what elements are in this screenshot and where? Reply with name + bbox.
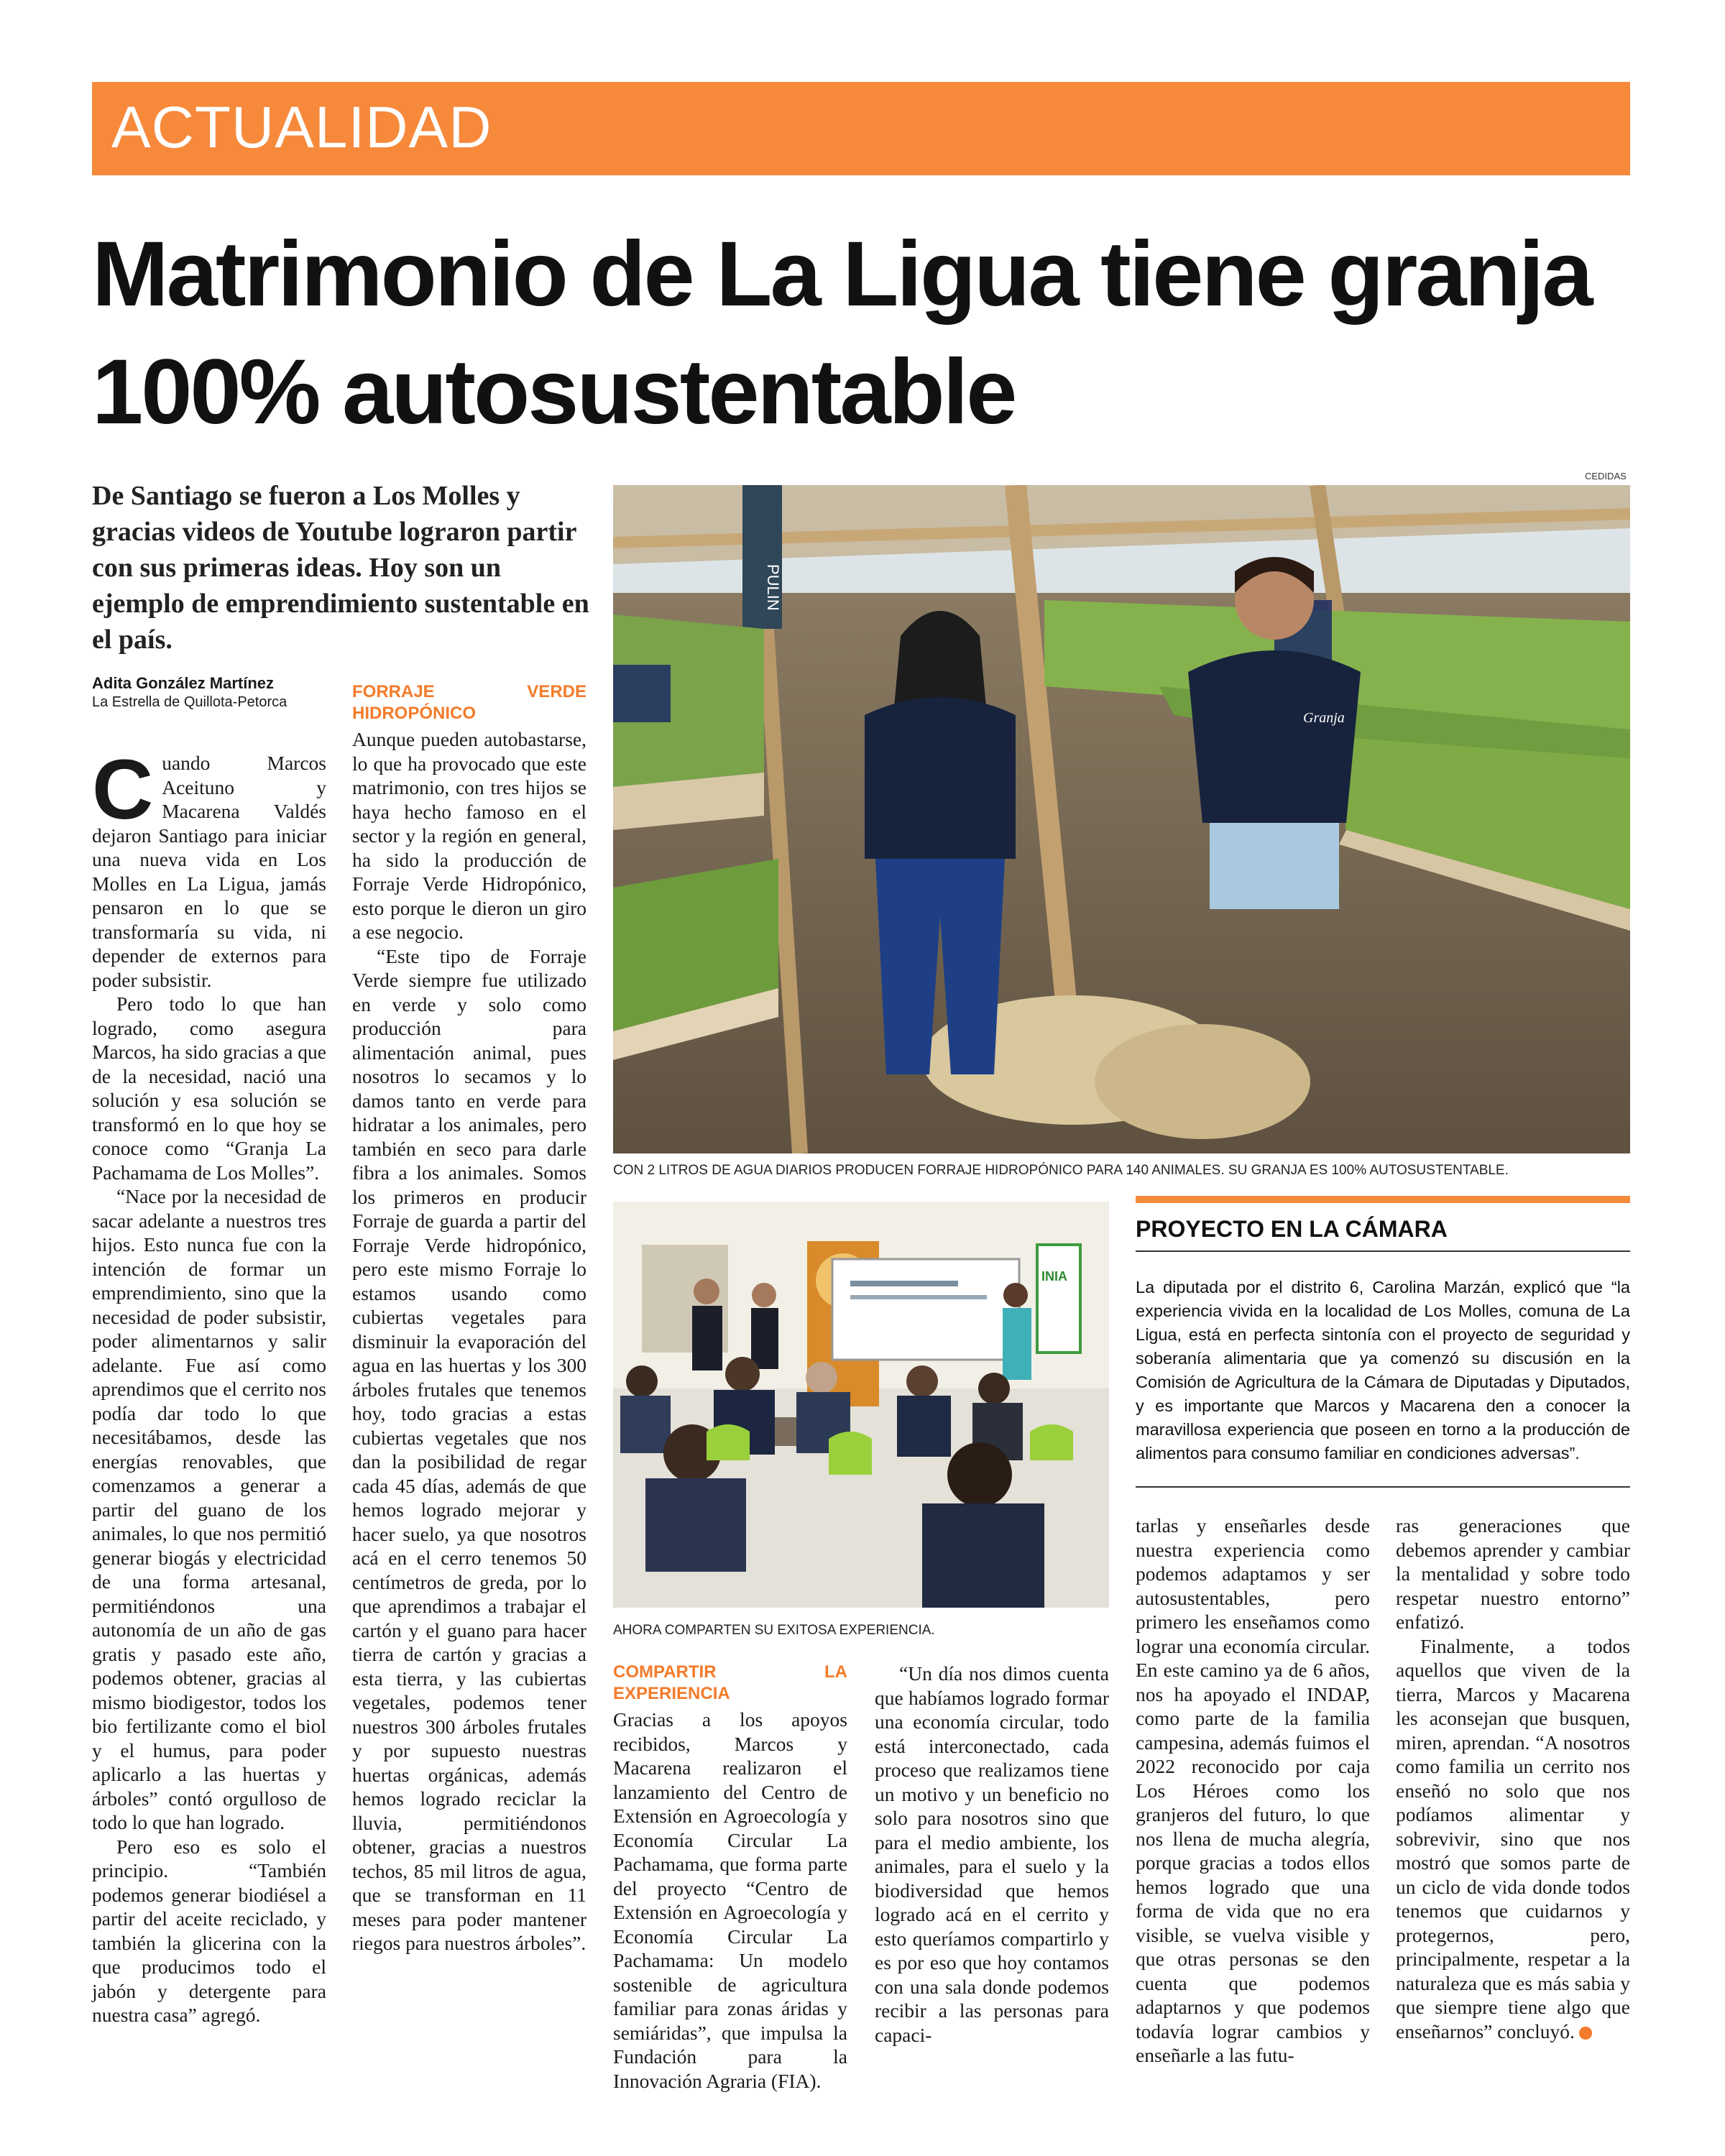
- main-photo: [613, 485, 1630, 1153]
- paragraph: [92, 742, 326, 992]
- paragraph: [1396, 1634, 1630, 2044]
- body-column-1: [92, 742, 326, 2027]
- paragraph: Aunque pueden autobastarse, lo que ha provocado que este matrimonio, con tres hijos se haya hecho famoso en el sector y la región en general, ha sido la producción de Forraje Verde Hidropónico, esto porque le dieron un giro a ese negocio.: [352, 728, 586, 943]
- body-column-5: [1136, 1514, 1370, 2068]
- sidebar-top-rule: [1136, 1196, 1630, 1203]
- deck: De Santiago se fueron a Los Molles y gracias videos de Youtube lograron partir con sus primeras ideas. Hoy son un ejemplo de emprendimiento sustentable en el país.: [92, 481, 589, 655]
- subhead-forraje: FORRAJE VERDE HIDROPÓNICO: [352, 682, 586, 723]
- paragraph: ras generaciones que debemos aprender y cambiar la mentalidad y sobre todo respetar nuestro entorno” enfatizó.: [1396, 1514, 1630, 1633]
- second-photo: [613, 1202, 1109, 1608]
- banner-text: PULIN: [764, 564, 782, 611]
- paragraph: tarlas y enseñarles desde nuestra experiencia como podemos adaptamos y ser autosustentables, pero primero les enseñamos como lograr una economía circular. En este camino ya de 6 años, nos ha apoyado el INDAP, como parte de la familia campesina, además fuimos el 2022 reconocido por caja Los Héroes como los granjeros del futuro, lo que nos llena de mucha alegría, porque gracias a todos ellos hemos logrado que una forma de vida que no era visible, se vuelva visible y que otras personas se den cuenta que podemos adaptarnos y que podemos todavía lograr cambios y enseñarle a las futu-: [1136, 1514, 1370, 2066]
- sidebar-title: PROYECTO EN LA CÁMARA: [1136, 1216, 1448, 1242]
- byline-author: Adita González Martínez: [92, 674, 275, 692]
- sidebar-text: La diputada por el distrito 6, Carolina Marzán, explicó que “la experiencia vivida en la localidad de Los Molles, comuna de La Ligua, está en perfecta sintonía con el proyecto de seguridad y soberanía alimentaria que ya comenzó su discusión en la Comisión de Agricultura de la Cámara de Diputadas y Diputados, y es importante que Marcos y Macarena den a conocer la maravillosa experiencia que poseen en torno a la producción de alimentos para consumo familiar en condiciones adversas”.: [1136, 1278, 1630, 1462]
- body-column-6: [1396, 1514, 1630, 2043]
- paragraph: “Un día nos dimos cuenta que habíamos logrado formar una economía circular, todo está interconectado, cada proceso que realizamos tiene un motivo y un beneficio no solo para nosotros sino que para el medio ambiente, los animales, para el suelo y la biodiversidad que hemos logrado acá en el cerrito y esto queríamos compartirlo y es por eso que hoy contamos con una sala donde podemos recibir a las personas para capaci-: [875, 1662, 1109, 2046]
- section-label: ACTUALIDAD: [111, 95, 492, 160]
- main-photo-caption: CON 2 LITROS DE AGUA DIARIOS PRODUCEN FORRAJE HIDROPÓNICO PARA 140 ANIMALES. SU GRANJA ES 100% AUTOSUSTENTABLE.: [613, 1163, 1509, 1178]
- paragraph: “Este tipo de Forraje Verde siempre fue utilizado en verde y solo como producción para alimentación animal, pues nosotros lo secamos y lo damos tanto en verde para hidratar a los animales, pero también en seco para darle fibra a los animales. Somos los primeros en producir Forraje de guarda a partir del Forraje Verde hidropónico, pero este mismo Forraje lo estamos usando como cubiertas vegetales para disminuir la evaporación del agua en las huertas y los 300 árboles frutales que tenemos hoy, todo gracias a estas cubiertas vegetales que nos dan la posibilidad de regar cada 45 días, además de que hemos logrado mejorar y hacer suelo, ya que nosotros acá en el cerro tenemos 50 centímetros de greda, por lo que aprendimos a trabajar el cartón y el guano para hacer tierra de cartón y gracias a esta tierra, y las cubiertas vegetales, podemos tener nuestros 300 árboles frutales y por supuesto nuestras huertas orgánicas, además hemos logrado reciclar la lluvia, permitiéndonos obtener, gracias a nuestros techos, 85 mil litros de agua, que se transforman en 11 meses para poder mantener riegos para nuestros árboles”.: [352, 944, 586, 1954]
- photo-credit: CEDIDAS: [1585, 471, 1627, 482]
- body-column-4: [875, 1662, 1109, 2047]
- paragraph: Pero eso es solo el principio. “También podemos generar biodiésel a partir del aceite reciclado, y también la glicerina con la que producimos todo el jabón y detergente para nuestra casa” agregó.: [92, 1835, 326, 2026]
- end-mark-icon: [1579, 2027, 1592, 2040]
- shirt-logo-text: Granja: [1303, 710, 1345, 726]
- sidebar-title-rule: [1136, 1250, 1630, 1252]
- inia-logo-text: INIA: [1041, 1269, 1067, 1284]
- body-column-3: [613, 1662, 847, 2093]
- paragraph: “Nace por la necesidad de sacar adelante a nuestros tres hijos. Esto nunca fue con la intención de formar un emprendimiento, sino que la necesidad de poder subsistir, poder alimentarnos y salir adelante. Fue así como aprendimos que el cerrito nos podía dar todo lo que necesitábamos, desde las energías renovables, que comenzamos a generar a partir del guano de los animales, lo que nos permitió generar biogás y electricidad de una forma artesanal, permitiéndonos una autonomía de un año de gas gratis y pasado este año, podemos obtener, gracias al mismo biodigestor, todos los bio fertilizante como el biol y el humus, para poder aplicarlo a las huertas y árboles” contó orgulloso de todo lo que han logrado.: [92, 1185, 326, 1833]
- body-column-2: [352, 681, 586, 1955]
- byline-outlet: La Estrella de Quillota-Petorca: [92, 694, 288, 710]
- dropcap: C: [92, 742, 154, 837]
- headline: Matrimonio de La Ligua tiene granja 100% autosustentable: [92, 223, 1591, 443]
- paragraph-text: Finalmente, a todos aquellos que viven de la tierra, Marcos y Macarena les aconsejan que busquen, miren, aprendan. “A nosotros como familia un cerrito nos enseñó no solo que nos podíamos alimentar y sobrevivir, sino que nos mostró que somos parte de un ciclo de vida donde todos tenemos que cuidarnos y protegernos, pero, principalmente, respetar a la naturaleza que es más sabia y que siempre tiene algo que enseñarnos” concluyó.: [1396, 1634, 1630, 2042]
- paragraph-text: uando Marcos Aceituno y Macarena Valdés dejaron Santiago para iniciar una nueva vida en Los Molles en La Ligua, jamás pensaron en lo que se transformaría su vida, ni depender de externos para poder subsistir.: [92, 752, 326, 991]
- sidebar-bottom-rule: [1136, 1486, 1630, 1488]
- paragraph: Gracias a los apoyos recibidos, Marcos y Macarena realizaron el lanzamiento del Centro de Extensión en Agroecología y Economía Circular La Pachamama, que forma parte del proyecto “Centro de Extensión en Agroecología y Economía Circular La Pachamama: Un modelo sostenible de agricultura familiar para zonas áridas y semiáridas”, que impulsa la Fundación para la Innovación Agraria (FIA).: [613, 1708, 847, 2092]
- second-photo-caption: AHORA COMPARTEN SU EXITOSA EXPERIENCIA.: [613, 1623, 935, 1638]
- subhead-compartir: COMPARTIR LA EXPERIENCIA: [613, 1662, 847, 1703]
- paragraph: Pero todo lo que han logrado, como asegura Marcos, ha sido gracias a que de la necesidad, nació una solución y esa solución se transformó en lo que hoy se conoce como “Granja La Pachamama de Los Molles”.: [92, 992, 326, 1184]
